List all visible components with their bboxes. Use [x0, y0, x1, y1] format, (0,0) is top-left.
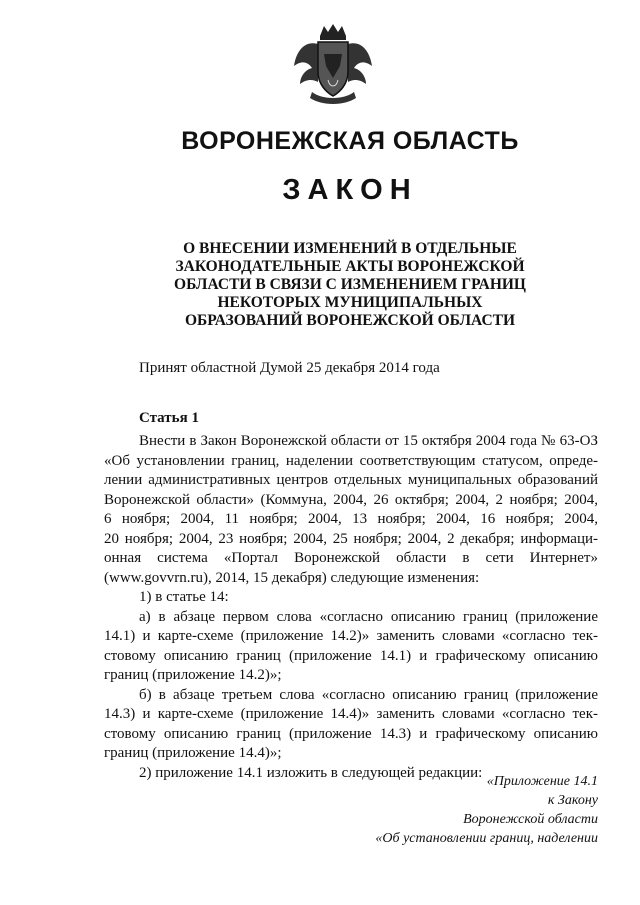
law-title-line: ОБРАЗОВАНИЙ ВОРОНЕЖСКОЙ ОБЛАСТИ: [184, 312, 516, 329]
text-line: границ (приложение 14.4)»;: [104, 745, 282, 761]
law-title-line: НЕКОТОРЫХ МУНИЦИПАЛЬНЫХ: [217, 294, 483, 311]
text-line: 1) в статье 14:: [139, 589, 229, 605]
appendix-header: [375, 772, 598, 848]
text-line: 20 ноября; 2004, 23 ноября; 2004, 25 ноября; 2004, 2 декабря; информаци-: [104, 530, 598, 547]
text-line: границ (приложение 14.2)»;: [104, 667, 282, 683]
region-name: ВОРОНЕЖСКАЯ ОБЛАСТЬ: [181, 127, 519, 155]
law-title: [150, 240, 550, 330]
law-title-line: О ВНЕСЕНИИ ИЗМЕНЕНИЙ В ОТДЕЛЬНЫЕ: [183, 240, 517, 257]
text-line: лении административных центров отдельных муниципальных образований: [104, 472, 598, 488]
adoption-date: Принят областной Думой 25 декабря 2014 года: [139, 360, 440, 376]
text-line: (www.govvrn.ru), 2014, 15 декабря) следующие изменения:: [104, 569, 480, 586]
appendix-line: «Об установлении границ, наделении: [375, 831, 598, 846]
text-line: онная система «Портал Воронежской области в сети Интернет»: [104, 550, 598, 566]
law-title-line: ОБЛАСТИ В СВЯЗИ С ИЗМЕНЕНИЕМ ГРАНИЦ: [174, 276, 526, 293]
law-title-line: ЗАКОНОДАТЕЛЬНЫЕ АКТЫ ВОРОНЕЖСКОЙ: [175, 258, 525, 275]
appendix-line: Воронежской области: [463, 812, 598, 827]
text-line: «Об установлении границ, наделении соответствующим статусом, опреде-: [104, 452, 598, 469]
text-line: 14.1) и карте-схеме (приложение 14.2)» заменить словами «согласно тек-: [104, 628, 598, 644]
text-line: а) в абзаце первом слова «согласно описанию границ (приложение: [139, 608, 598, 625]
coat-of-arms-icon: [290, 22, 376, 108]
text-line: 6 ноября; 2004, 11 ноября; 2004, 13 ноября; 2004, 16 ноября; 2004,: [104, 511, 598, 527]
text-line: Воронежской области» (Коммуна, 2004, 26 октября; 2004, 2 ноября; 2004,: [104, 491, 598, 508]
appendix-line: «Приложение 14.1: [486, 774, 598, 789]
article-changes: [104, 588, 598, 783]
text-line: 2) приложение 14.1 изложить в следующей редакции:: [139, 764, 483, 781]
text-line: стовому описанию границ (приложение 14.3) и графическому описанию: [104, 725, 598, 742]
text-line: 14.3) и карте-схеме (приложение 14.4)» заменить словами «согласно тек-: [104, 706, 598, 722]
article-intro: [104, 432, 598, 588]
law-heading: ЗАКОН: [282, 174, 418, 206]
article-heading: Статья 1: [139, 410, 199, 426]
text-line: б) в абзаце третьем слова «согласно описанию границ (приложение: [139, 686, 598, 703]
text-line: стовому описанию границ (приложение 14.1) и графическому описанию: [104, 647, 598, 664]
appendix-line: к Закону: [547, 793, 598, 808]
text-line: Внести в Закон Воронежской области от 15 октября 2004 года № 63-ОЗ: [139, 433, 598, 449]
